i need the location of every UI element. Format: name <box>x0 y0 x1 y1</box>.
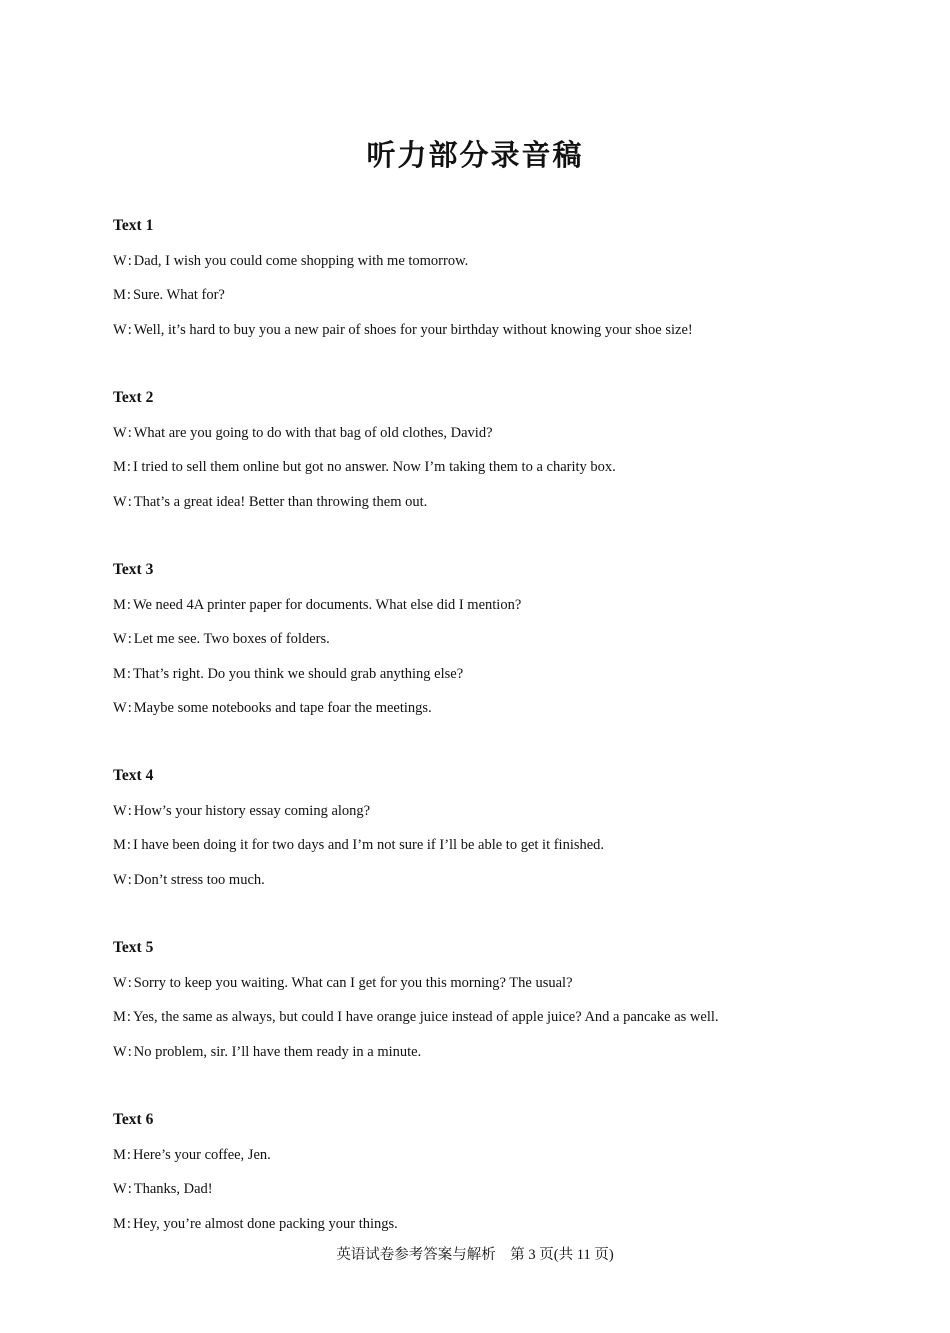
dialogue-text: I have been doing it for two days and I’m not sure if I’ll be able to get it finished. <box>132 837 605 854</box>
page-footer: 英语试卷参考答案与解析 第 3 页(共 11 页) <box>336 1247 614 1263</box>
dialogue-line: W: No problem, sir. I’ll have them ready in a minute. <box>113 1043 422 1060</box>
dialogue-text: Yes, the same as always, but could I have orange juice instead of apple juice? And a pancake as well. <box>132 1009 719 1026</box>
speaker-label: M <box>113 459 126 476</box>
dialogue-text: Here’s your coffee, Jen. <box>132 1147 271 1163</box>
speaker-label: W <box>113 1043 127 1060</box>
transcript-text-1 <box>113 216 853 354</box>
section-heading: Text 6 <box>113 1111 154 1128</box>
transcript-text-4 <box>113 766 853 904</box>
dialogue-line: W: How’s your history essay coming along? <box>113 803 371 819</box>
speaker-label: W <box>113 700 127 717</box>
dialogue-line: W: Well, it’s hard to buy you a new pair of shoes for your birthday without knowing your shoe size! <box>113 321 693 338</box>
dialogue-text: Dad, I wish you could come shopping with me tomorrow. <box>133 253 469 269</box>
transcript-text-5 <box>113 938 853 1076</box>
dialogue-text: We need 4A printer paper for documents. What else did I mention? <box>132 597 522 613</box>
dialogue-text: That’s a great idea! Better than throwing them out. <box>133 493 428 510</box>
speaker-label: W <box>113 803 127 819</box>
dialogue-line: W: Let me see. Two boxes of folders. <box>113 631 330 648</box>
speaker-label: W <box>113 631 127 648</box>
dialogue-line: M: I have been doing it for two days and I’m not sure if I’ll be able to get it finished. <box>113 837 605 854</box>
page-title: 听力部分录音稿 <box>366 138 584 172</box>
dialogue-text: How’s your history essay coming along? <box>133 803 371 819</box>
dialogue-text: Thanks, Dad! <box>133 1181 213 1198</box>
speaker-label: M <box>113 287 126 304</box>
dialogue-text: Sorry to keep you waiting. What can I get for you this morning? The usual? <box>133 975 573 991</box>
dialogue-line: W: Thanks, Dad! <box>113 1181 213 1198</box>
dialogue-text: What are you going to do with that bag of old clothes, David? <box>133 425 493 441</box>
dialogue-line: W: Dad, I wish you could come shopping with me tomorrow. <box>113 253 469 269</box>
section-heading: Text 3 <box>113 561 154 578</box>
dialogue-text: Don’t stress too much. <box>133 871 265 888</box>
dialogue-text: Sure. What for? <box>132 287 225 304</box>
speaker-label: M <box>113 597 126 613</box>
dialogue-text: Hey, you’re almost done packing your things. <box>132 1215 398 1232</box>
dialogue-text: Maybe some notebooks and tape foar the meetings. <box>133 700 432 717</box>
speaker-label: W <box>113 871 127 888</box>
transcript-text-2 <box>113 388 853 526</box>
speaker-label: M <box>113 1009 126 1026</box>
speaker-label: M <box>113 837 126 854</box>
section-heading: Text 5 <box>113 939 154 956</box>
dialogue-text: Well, it’s hard to buy you a new pair of shoes for your birthday without knowing your shoe size! <box>133 321 693 338</box>
dialogue-line: M: Yes, the same as always, but could I have orange juice instead of apple juice? And a pancake as well. <box>113 1009 719 1026</box>
dialogue-line: W: Sorry to keep you waiting. What can I get for you this morning? The usual? <box>113 975 573 991</box>
speaker-label: W <box>113 975 127 991</box>
dialogue-line: M: Hey, you’re almost done packing your things. <box>113 1215 398 1232</box>
dialogue-line: M: We need 4A printer paper for documents. What else did I mention? <box>113 597 522 613</box>
transcript-text-6 <box>113 1110 853 1248</box>
dialogue-line: M: Sure. What for? <box>113 287 225 304</box>
dialogue-text: Let me see. Two boxes of folders. <box>133 631 330 648</box>
speaker-label: W <box>113 253 127 269</box>
dialogue-line: W: Maybe some notebooks and tape foar the meetings. <box>113 700 432 717</box>
section-heading: Text 2 <box>113 389 154 406</box>
dialogue-text: I tried to sell them online but got no answer. Now I’m taking them to a charity box. <box>132 459 616 476</box>
speaker-label: W <box>113 321 127 338</box>
speaker-label: W <box>113 1181 127 1198</box>
dialogue-line: M: I tried to sell them online but got no answer. Now I’m taking them to a charity box. <box>113 459 616 476</box>
section-heading: Text 1 <box>113 217 154 234</box>
section-heading: Text 4 <box>113 767 154 784</box>
dialogue-line: W: What are you going to do with that bag of old clothes, David? <box>113 425 493 441</box>
dialogue-line: M: Here’s your coffee, Jen. <box>113 1147 271 1163</box>
dialogue-text: That’s right. Do you think we should grab anything else? <box>132 665 464 682</box>
speaker-label: W <box>113 493 127 510</box>
speaker-label: M <box>113 1215 126 1232</box>
dialogue-text: No problem, sir. I’ll have them ready in a minute. <box>133 1043 422 1060</box>
dialogue-line: W: Don’t stress too much. <box>113 871 265 888</box>
dialogue-line: M: That’s right. Do you think we should grab anything else? <box>113 665 464 682</box>
dialogue-line: W: That’s a great idea! Better than throwing them out. <box>113 493 428 510</box>
speaker-label: M <box>113 665 126 682</box>
speaker-label: M <box>113 1147 126 1163</box>
speaker-label: W <box>113 425 127 441</box>
transcript-text-3 <box>113 560 853 733</box>
